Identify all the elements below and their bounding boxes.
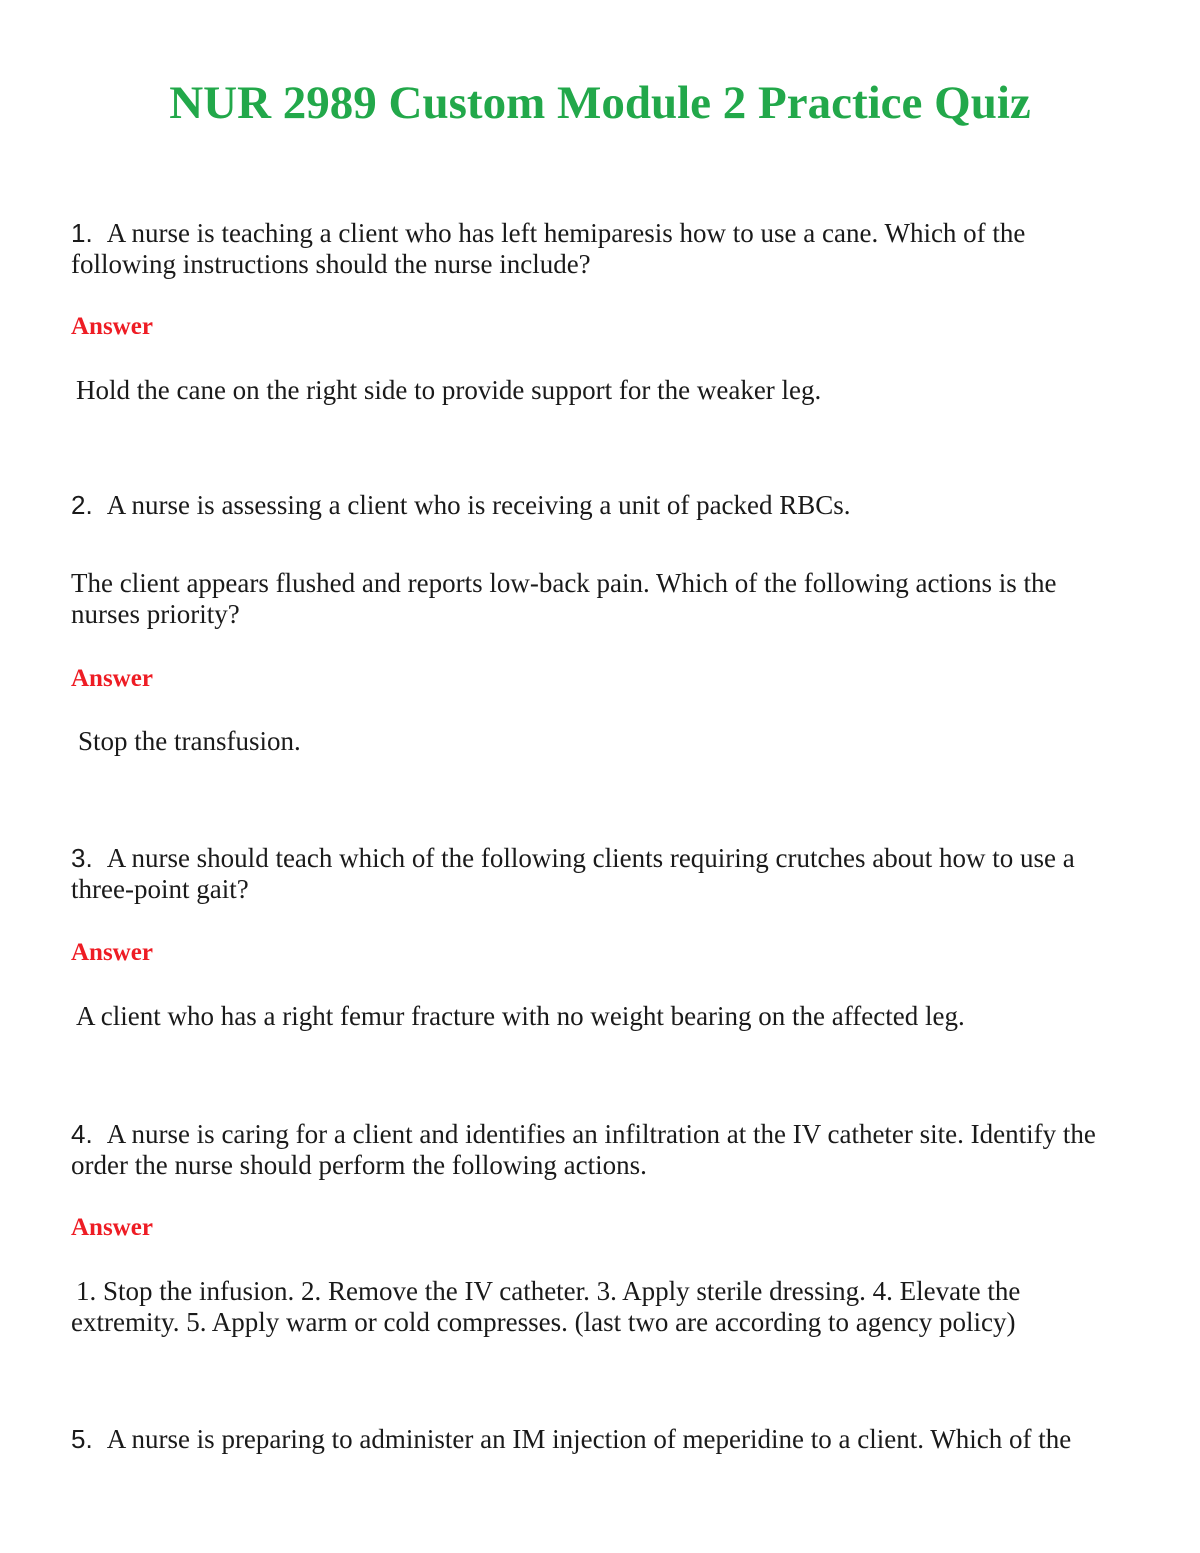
- question-2: [71, 490, 1131, 521]
- page-title: NUR 2989 Custom Module 2 Practice Quiz: [169, 77, 1031, 129]
- question-text: A nurse is preparing to administer an IM injection of meperidine to a client. Which of the: [106, 1424, 1072, 1454]
- question-number: 3.: [71, 843, 93, 873]
- answer-text: Stop the transfusion.: [78, 726, 301, 756]
- question-text: A nurse should teach which of the following clients requiring crutches about how to use a three-point gait?: [71, 843, 1075, 904]
- question-number: 2.: [71, 490, 93, 520]
- answer-label: Answer: [71, 313, 153, 340]
- question-4: [71, 1119, 1131, 1181]
- question-text: A nurse is assessing a client who is receiving a unit of packed RBCs.: [106, 490, 851, 520]
- answer-label: Answer: [71, 1214, 153, 1241]
- question-number: 5.: [71, 1424, 93, 1454]
- question-3: [71, 843, 1131, 905]
- question-number: 1.: [71, 218, 93, 248]
- question-text: A nurse is teaching a client who has left hemiparesis how to use a cane. Which of the following instructions should the nurse include?: [71, 218, 1026, 279]
- answer-text: Hold the cane on the right side to provide support for the weaker leg.: [76, 375, 822, 405]
- question-5: [71, 1424, 1131, 1455]
- question-text: A nurse is caring for a client and identifies an infiltration at the IV catheter site. Identify the order the nurse should perform the following actions.: [71, 1119, 1096, 1180]
- answer-text: A client who has a right femur fracture with no weight bearing on the affected leg.: [76, 1001, 965, 1031]
- question-2-continued: The client appears flushed and reports low-back pain. Which of the following actions is the nurses priority?: [71, 568, 1057, 629]
- answer-label: Answer: [71, 665, 153, 692]
- answer-text: 1. Stop the infusion. 2. Remove the IV catheter. 3. Apply sterile dressing. 4. Elevate the extremity. 5. Apply warm or cold compresses. (last two are according to agency policy): [71, 1276, 1021, 1337]
- question-1: [71, 218, 1131, 280]
- answer-label: Answer: [71, 939, 153, 966]
- question-number: 4.: [71, 1119, 93, 1149]
